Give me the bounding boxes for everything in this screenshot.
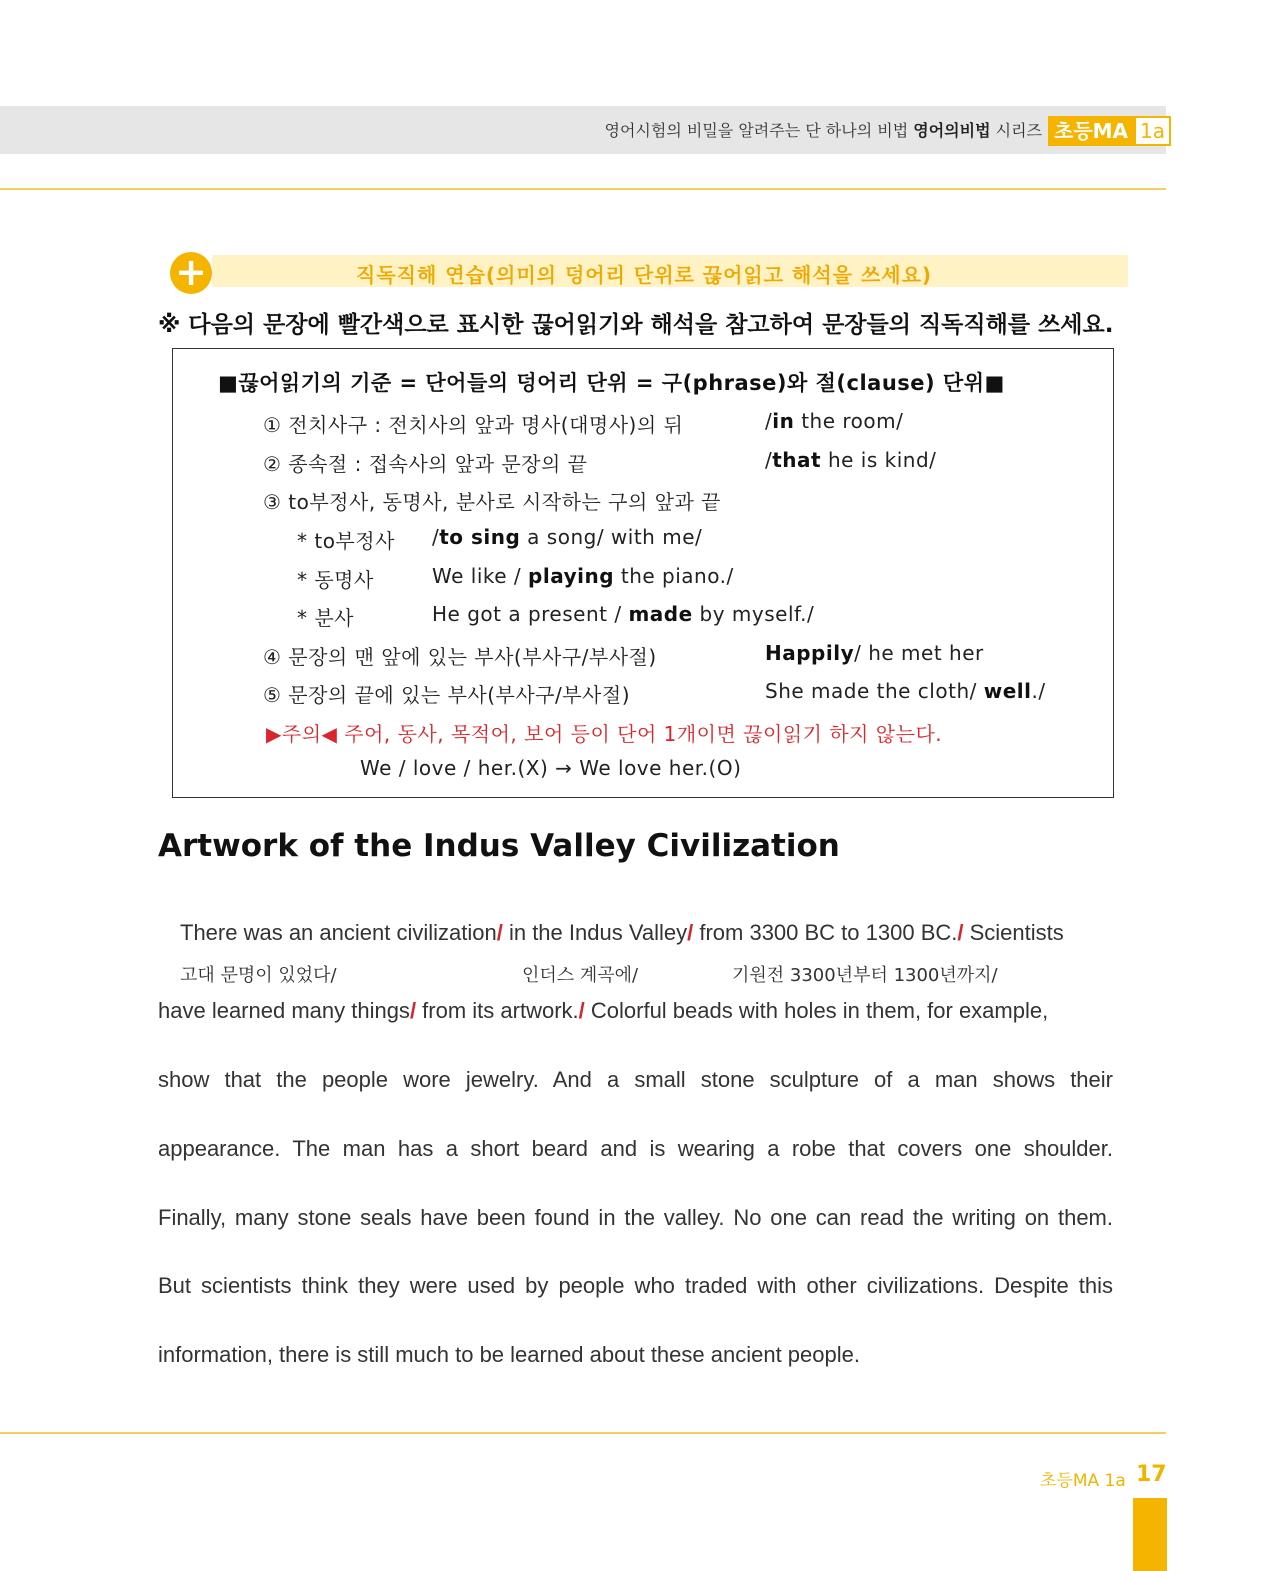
rule-4-example: Happily/ he met her xyxy=(765,641,984,665)
rules-title: ■끊어읽기의 기준 = 단어들의 덩어리 단위 = 구(phrase)와 절(clause) 단위■ xyxy=(218,371,1005,395)
rule-1-example: /in the room/ xyxy=(765,409,904,433)
plus-icon: + xyxy=(170,252,212,294)
practice-banner-text: 직독직해 연습(의미의 덩어리 단위로 끊어읽고 해석을 쓰세요) xyxy=(356,263,933,287)
warning-note: ▶주의◀ 주어, 동사, 목적어, 보어 등이 단어 1개이면 끊이읽기 하지 않는다. xyxy=(266,722,943,746)
article-line-1: There was an ancient civilization/ in the Indus Valley/ from 3300 BC to 1300 BC./ Scientists xyxy=(180,920,1064,945)
page-tab xyxy=(1133,1498,1167,1571)
series-title: 영어시험의 비밀을 알려주는 단 하나의 비법 영어의비법 시리즈 xyxy=(604,121,1042,140)
rule-5-label: ⑤ 문장의 끝에 있는 부사(부사구/부사절) xyxy=(263,683,631,707)
article-line-4: appearance. The man has a short beard and is wearing a robe that covers one shoulder. xyxy=(158,1136,1113,1161)
warning-example: We / love / her.(X) → We love her.(O) xyxy=(360,756,742,780)
rule-3a-label: * to부정사 xyxy=(297,529,395,553)
article-line-2: have learned many things/ from its artwork./ Colorful beads with holes in them, for example, xyxy=(158,998,1049,1023)
rule-3b-label: * 동명사 xyxy=(297,568,374,592)
translation-3: 기원전 3300년부터 1300년까지/ xyxy=(732,965,998,986)
rule-4-label: ④ 문장의 맨 앞에 있는 부사(부사구/부사절) xyxy=(263,645,657,669)
header-divider xyxy=(0,188,1166,190)
rule-5-example: She made the cloth/ well./ xyxy=(765,679,1046,703)
badge-level: 1a xyxy=(1134,116,1171,146)
footer-book-title: 초등MA 1a xyxy=(1040,1471,1126,1491)
instruction: ※ 다음의 문장에 빨간색으로 표시한 끊어읽기와 해석을 참고하여 문장들의 직독직해를 쓰세요. xyxy=(158,312,1114,338)
badge-main: 초등MA xyxy=(1048,116,1134,146)
rule-3-label: ③ to부정사, 동명사, 분사로 시작하는 구의 앞과 끝 xyxy=(263,490,721,514)
rule-3c-label: * 분사 xyxy=(297,606,354,630)
level-badge xyxy=(1048,116,1171,146)
article-line-3: show that the people wore jewelry. And a small stone sculpture of a man shows their xyxy=(158,1067,1113,1092)
translation-2: 인더스 계곡에/ xyxy=(522,965,639,986)
rule-2-label: ② 종속절 : 접속사의 앞과 문장의 끝 xyxy=(263,452,588,476)
rule-3a-example: /to sing a song/ with me/ xyxy=(432,525,703,549)
article-line-5: Finally, many stone seals have been found in the valley. No one can read the writing on them. xyxy=(158,1205,1113,1230)
footer-divider xyxy=(0,1432,1166,1434)
rule-3c-example: He got a present / made by myself./ xyxy=(432,602,815,626)
rule-3b-example: We like / playing the piano./ xyxy=(432,564,734,588)
article-line-7: information, there is still much to be learned about these ancient people. xyxy=(158,1342,860,1367)
rule-1-label: ① 전치사구 : 전치사의 앞과 명사(대명사)의 뒤 xyxy=(263,413,684,437)
page-number: 17 xyxy=(1136,1462,1167,1487)
translation-1: 고대 문명이 있었다/ xyxy=(180,965,337,986)
article-title: Artwork of the Indus Valley Civilization xyxy=(158,828,840,864)
rule-2-example: /that he is kind/ xyxy=(765,448,937,472)
article-line-6: But scientists think they were used by people who traded with other civilizations. Despite this xyxy=(158,1273,1113,1298)
